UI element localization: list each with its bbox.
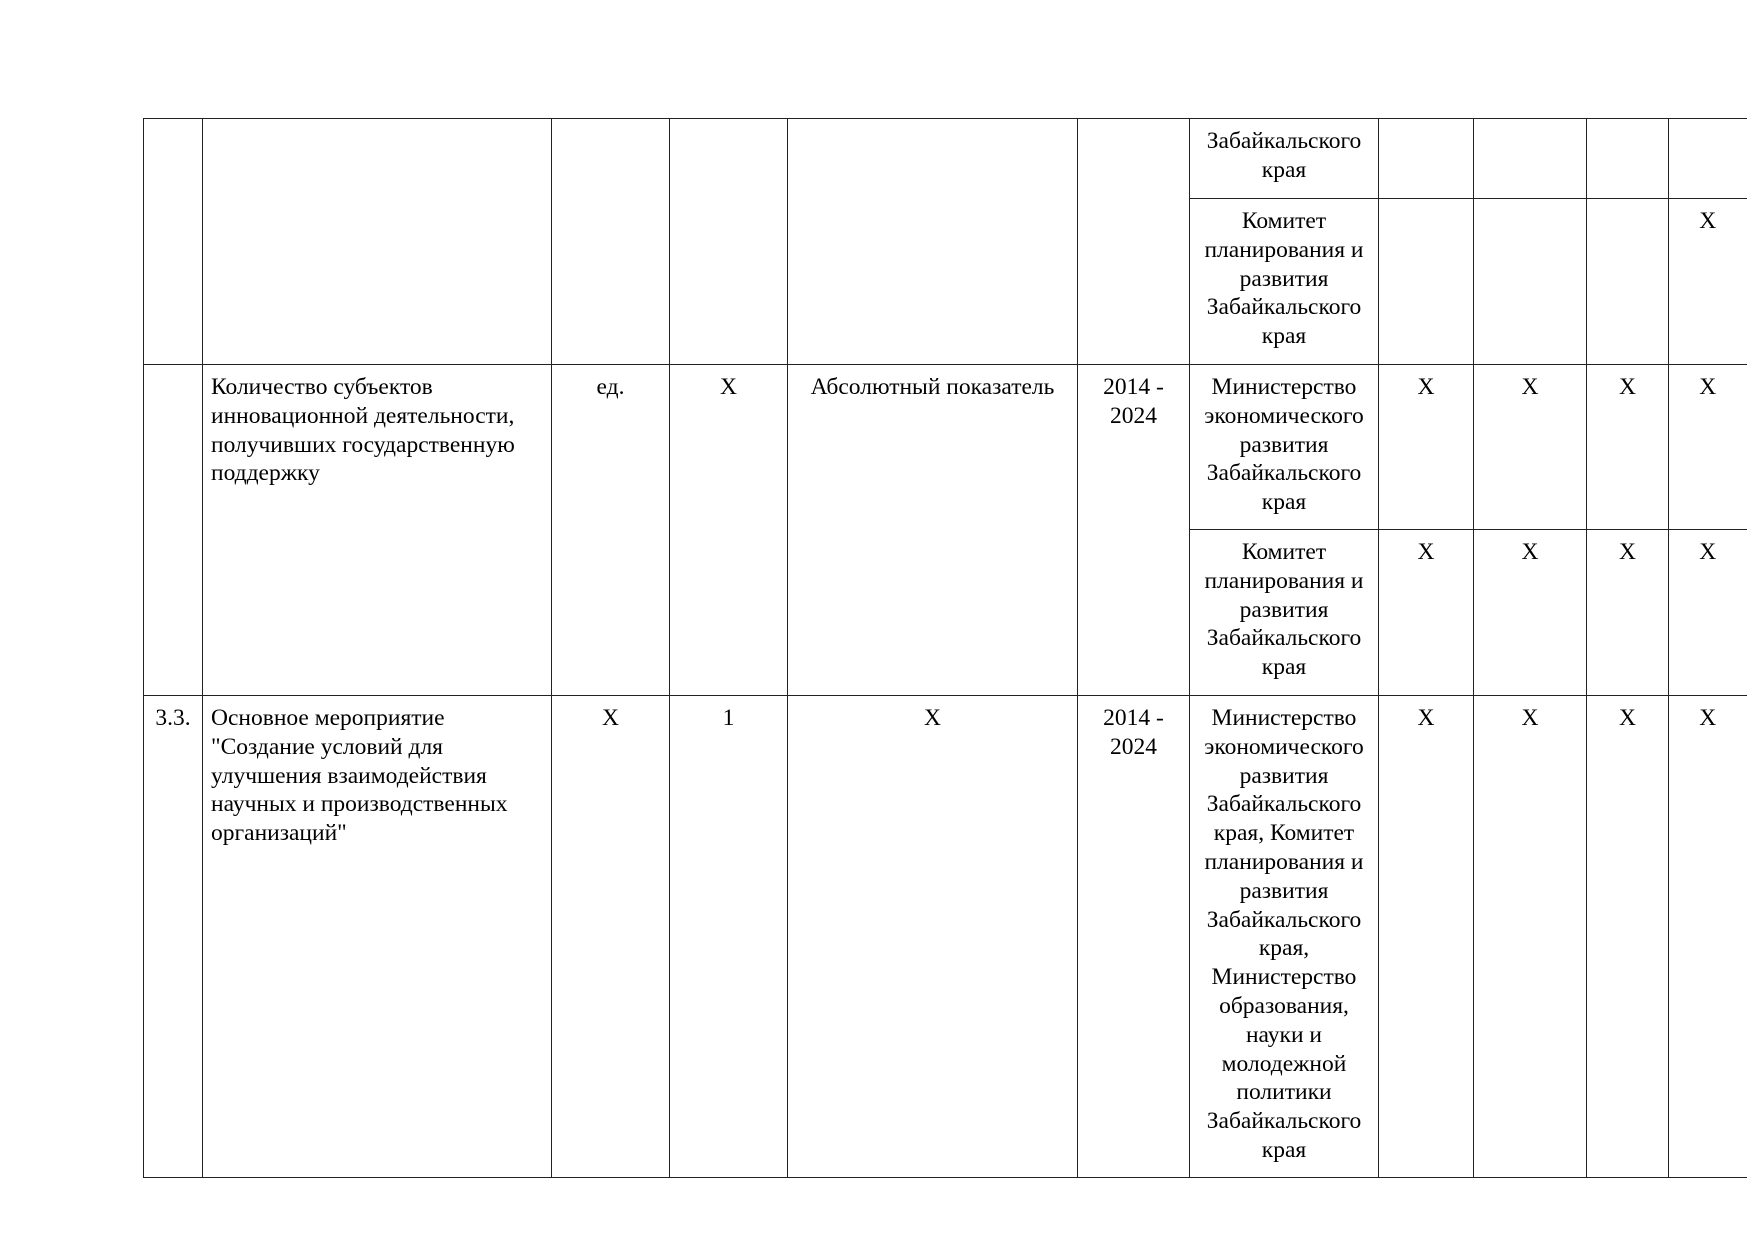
mark-cell: X: [1669, 365, 1747, 530]
mark-cell: X: [1474, 530, 1587, 696]
mark-cell: X: [1587, 530, 1669, 696]
mark-cell: [1669, 119, 1747, 199]
indicator-name-cell: [203, 119, 552, 365]
mark-cell: X: [1474, 696, 1587, 1178]
unit-cell: [552, 119, 670, 365]
mark-cell: [1379, 199, 1474, 365]
mark-cell: X: [1474, 365, 1587, 530]
mark-cell: X: [1669, 530, 1747, 696]
value-cell: [670, 119, 788, 365]
method-cell: Абсолютный показатель: [788, 365, 1078, 696]
unit-cell: ед.: [552, 365, 670, 696]
executor-cell: Министерство экономического развития Забайкальского края, Комитет планирования и развития Забайкальского края, Министерство образования, науки и молодежной политики Забайкальского края: [1190, 696, 1379, 1178]
value-cell: X: [670, 365, 788, 696]
mark-cell: X: [1587, 696, 1669, 1178]
mark-cell: [1379, 119, 1474, 199]
executor-cell: Министерство экономического развития Забайкальского края: [1190, 365, 1379, 530]
mark-cell: X: [1669, 199, 1747, 365]
period-cell: 2014 - 2024: [1078, 365, 1190, 696]
mark-cell: [1587, 119, 1669, 199]
mark-cell: X: [1379, 365, 1474, 530]
executor-cell: Забайкальского края: [1190, 119, 1379, 199]
row-number-cell: [144, 119, 203, 365]
mark-cell: X: [1669, 696, 1747, 1178]
row-number-cell: [144, 365, 203, 696]
table-row: [144, 119, 1747, 199]
row-number-cell: 3.3.: [144, 696, 203, 1178]
table-row: [144, 696, 1747, 1178]
indicator-table: [143, 118, 1747, 1178]
mark-cell: X: [1587, 365, 1669, 530]
unit-cell: X: [552, 696, 670, 1178]
table-row: [144, 365, 1747, 530]
mark-cell: X: [1379, 696, 1474, 1178]
mark-cell: [1587, 199, 1669, 365]
method-cell: [788, 119, 1078, 365]
executor-cell: Комитет планирования и развития Забайкальского края: [1190, 530, 1379, 696]
method-cell: X: [788, 696, 1078, 1178]
period-cell: [1078, 119, 1190, 365]
indicator-name-cell: Количество субъектов инновационной деятельности, получивших государственную поддержку: [203, 365, 552, 696]
indicator-name-cell: Основное мероприятие "Создание условий для улучшения взаимодействия научных и производственных организаций": [203, 696, 552, 1178]
mark-cell: [1474, 119, 1587, 199]
executor-cell: Комитет планирования и развития Забайкальского края: [1190, 199, 1379, 365]
mark-cell: X: [1379, 530, 1474, 696]
period-cell: 2014 - 2024: [1078, 696, 1190, 1178]
value-cell: 1: [670, 696, 788, 1178]
mark-cell: [1474, 199, 1587, 365]
